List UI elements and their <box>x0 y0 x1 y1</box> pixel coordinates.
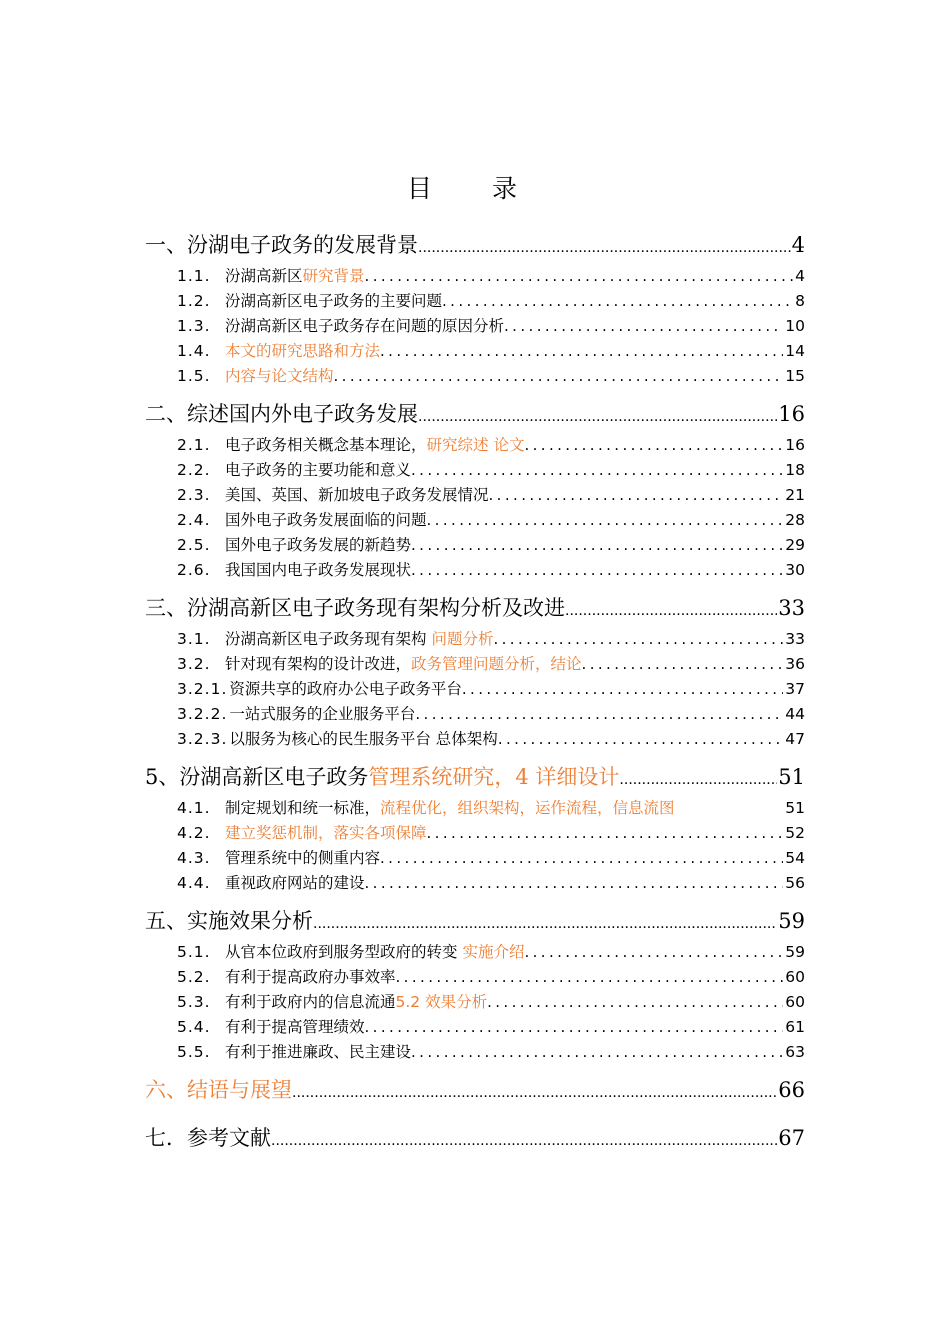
toc-chapter-entry[interactable] <box>145 1071 805 1109</box>
entry-text-part: 建立奖惩机制，落实各项保障 <box>225 824 427 842</box>
leader-dots <box>487 990 783 1015</box>
entry-text-part: 制定规划和统一标准， <box>225 799 381 817</box>
leader-dots <box>411 458 783 483</box>
leader-dots <box>415 702 783 727</box>
toc-subsection-entry[interactable] <box>145 364 805 389</box>
subsection-title <box>177 965 396 990</box>
subsection-title <box>177 508 427 533</box>
subsection-number: 1.5. <box>177 367 211 385</box>
toc-subsection-entry[interactable] <box>145 821 805 846</box>
leader-dots <box>565 592 777 627</box>
leader-dots <box>292 1074 777 1109</box>
entry-text-part: 六、结语与展望 <box>145 1078 292 1102</box>
toc-section <box>145 902 805 1065</box>
subsection-title <box>177 558 411 583</box>
subsection-title <box>177 433 524 458</box>
chapter-title <box>145 758 619 796</box>
toc-subsection-entry[interactable] <box>145 652 805 677</box>
subsection-title <box>177 727 498 752</box>
leader-dots <box>365 264 794 289</box>
chapter-title <box>145 395 418 433</box>
entry-text-part: 有利于提高管理绩效 <box>225 1018 365 1036</box>
entry-text-part: 汾湖高新区电子政务现有架构 <box>225 630 432 648</box>
leader-dots <box>334 364 784 389</box>
chapter-page-number: 16 <box>778 402 805 426</box>
toc-subsection-entry[interactable] <box>145 965 805 990</box>
subsection-page-number: 51 <box>785 799 805 817</box>
subsection-number: 3.2.2. <box>177 705 228 723</box>
subsection-title <box>177 364 334 389</box>
subsection-number: 2.6. <box>177 561 211 579</box>
subsection-page-number: 21 <box>785 486 805 504</box>
subsection-number: 4.1. <box>177 799 211 817</box>
toc-section <box>145 589 805 752</box>
entry-text-part: 国外电子政务发展的新趋势 <box>225 536 412 554</box>
entry-text-part: 五、实施效果分析 <box>145 909 313 933</box>
toc-subsection-entry[interactable] <box>145 264 805 289</box>
toc-chapter-entry[interactable] <box>145 758 805 796</box>
chapter-title <box>145 226 418 264</box>
leader-dots <box>365 871 784 896</box>
leader-dots <box>427 821 784 846</box>
subsection-number: 5.2. <box>177 968 211 986</box>
entry-text-part: 内容与论文结构 <box>225 367 334 385</box>
leader-dots <box>411 533 783 558</box>
leader-dots <box>427 508 784 533</box>
subsection-page-number: 61 <box>785 1018 805 1036</box>
entry-text-part: 研究综述 论文 <box>426 436 525 454</box>
toc-subsection-entry[interactable] <box>145 483 805 508</box>
subsection-number: 3.2.1. <box>177 680 228 698</box>
subsection-number: 1.4. <box>177 342 211 360</box>
table-of-contents <box>145 224 805 1163</box>
toc-subsection-entry[interactable] <box>145 627 805 652</box>
chapter-page-number: 66 <box>778 1078 805 1102</box>
entry-text-part: 一、汾湖电子政务的发展背景 <box>145 233 418 257</box>
subsection-number: 3.1. <box>177 630 211 648</box>
chapter-page-number: 51 <box>778 765 805 789</box>
subsection-number: 1.1. <box>177 267 211 285</box>
subsection-title <box>177 1040 411 1065</box>
subsection-number: 2.1. <box>177 436 211 454</box>
toc-subsection-entry[interactable] <box>145 339 805 364</box>
entry-text-part: 美国、英国、新加坡电子政务发展情况 <box>225 486 489 504</box>
subsection-title <box>177 458 411 483</box>
chapter-title <box>145 1071 292 1109</box>
toc-chapter-entry[interactable] <box>145 395 805 433</box>
subsection-page-number: 36 <box>785 655 805 673</box>
subsection-title <box>177 796 675 821</box>
leader-dots <box>380 846 783 871</box>
toc-chapter-entry[interactable] <box>145 902 805 940</box>
subsection-title <box>177 483 489 508</box>
subsection-title <box>177 339 380 364</box>
leader-dots <box>411 558 783 583</box>
entry-text-part: 汾湖高新区电子政务存在问题的原因分析 <box>225 317 505 335</box>
subsection-page-number: 15 <box>785 367 805 385</box>
subsection-page-number: 47 <box>785 730 805 748</box>
entry-text-part: 本文的研究思路和方法 <box>225 342 381 360</box>
subsection-page-number: 60 <box>785 993 805 1011</box>
toc-subsection-entry[interactable] <box>145 558 805 583</box>
subsection-title <box>177 821 427 846</box>
entry-text-part: 以服务为核心的民生服务平台 总体架构 <box>229 730 498 748</box>
subsection-page-number: 4 <box>795 267 805 285</box>
entry-text-part: 实施介绍 <box>462 943 525 961</box>
subsection-page-number: 14 <box>785 342 805 360</box>
entry-text-part: 5、汾湖高新区电子政务 <box>145 765 369 789</box>
entry-text-part: 流程优化，组织架构，运作流程，信息流图 <box>380 799 675 817</box>
entry-text-part: 重视政府网站的建设 <box>225 874 365 892</box>
subsection-page-number: 8 <box>795 292 805 310</box>
subsection-number: 2.2. <box>177 461 211 479</box>
entry-text-part: 有利于提高政府办事效率 <box>225 968 396 986</box>
subsection-title <box>177 264 365 289</box>
subsection-number: 2.4. <box>177 511 211 529</box>
leader-dots <box>498 727 783 752</box>
toc-subsection-entry[interactable] <box>145 846 805 871</box>
toc-chapter-entry[interactable] <box>145 226 805 264</box>
toc-subsection-entry[interactable] <box>145 677 805 702</box>
entry-text-part: 研究背景 <box>302 267 365 285</box>
subsection-page-number: 56 <box>785 874 805 892</box>
toc-section <box>145 1071 805 1109</box>
leader-dots <box>396 965 784 990</box>
subsection-page-number: 10 <box>785 317 805 335</box>
chapter-page-number: 67 <box>778 1126 805 1150</box>
subsection-page-number: 59 <box>785 943 805 961</box>
subsection-title <box>177 1015 365 1040</box>
subsection-title <box>177 846 380 871</box>
subsection-page-number: 28 <box>785 511 805 529</box>
subsection-page-number: 16 <box>785 436 805 454</box>
toc-section <box>145 1119 805 1157</box>
toc-subsection-entry[interactable] <box>145 314 805 339</box>
subsection-number: 2.5. <box>177 536 211 554</box>
toc-subsection-entry[interactable] <box>145 289 805 314</box>
entry-text-part: 资源共享的政府办公电子政务平台 <box>229 680 462 698</box>
subsection-number: 3.2. <box>177 655 211 673</box>
chapter-title <box>145 589 565 627</box>
toc-subsection-entry[interactable] <box>145 508 805 533</box>
toc-section <box>145 758 805 896</box>
subsection-number: 5.3. <box>177 993 211 1011</box>
subsection-title <box>177 627 493 652</box>
subsection-number: 4.3. <box>177 849 211 867</box>
toc-subsection-entry[interactable] <box>145 871 805 896</box>
subsection-title <box>177 940 524 965</box>
leader-dots <box>619 761 777 796</box>
subsection-number: 4.2. <box>177 824 211 842</box>
leader-dots <box>271 1122 777 1157</box>
entry-text-part: 我国国内电子政务发展现状 <box>225 561 412 579</box>
leader-dots <box>582 652 784 677</box>
entry-text-part: 5.2 效果分析 <box>395 993 488 1011</box>
subsection-title <box>177 314 504 339</box>
entry-text-part: 二、综述国内外电子政务发展 <box>145 402 418 426</box>
toc-subsection-entry[interactable] <box>145 533 805 558</box>
subsection-number: 1.2. <box>177 292 211 310</box>
subsection-page-number: 60 <box>785 968 805 986</box>
entry-text-part: 有利于政府内的信息流通 <box>225 993 396 1011</box>
subsection-title <box>177 533 411 558</box>
subsection-title <box>177 652 582 677</box>
leader-dots <box>380 339 783 364</box>
leader-dots <box>524 433 783 458</box>
toc-subsection-entry[interactable] <box>145 1040 805 1065</box>
entry-text-part: 从官本位政府到服务型政府的转变 <box>225 943 463 961</box>
toc-subsection-entry[interactable] <box>145 990 805 1015</box>
subsection-title <box>177 871 365 896</box>
toc-chapter-entry[interactable] <box>145 1119 805 1157</box>
subsection-page-number: 30 <box>785 561 805 579</box>
subsection-page-number: 44 <box>785 705 805 723</box>
subsection-title <box>177 990 487 1015</box>
toc-subsection-entry[interactable] <box>145 796 805 821</box>
entry-text-part: 有利于推进廉政、民主建设 <box>225 1043 412 1061</box>
entry-text-part: 汾湖高新区电子政务的主要问题 <box>225 292 443 310</box>
leader-dots <box>418 229 791 264</box>
leader-dots <box>411 1040 783 1065</box>
subsection-number: 3.2.3. <box>177 730 228 748</box>
entry-text-part: 管理系统中的侧重内容 <box>225 849 381 867</box>
leader-dots <box>313 905 777 940</box>
subsection-page-number: 37 <box>785 680 805 698</box>
subsection-page-number: 52 <box>785 824 805 842</box>
subsection-number: 1.3. <box>177 317 211 335</box>
subsection-number: 5.4. <box>177 1018 211 1036</box>
subsection-page-number: 29 <box>785 536 805 554</box>
subsection-title <box>177 702 415 727</box>
subsection-page-number: 33 <box>785 630 805 648</box>
leader-dots <box>462 677 783 702</box>
toc-subsection-entry[interactable] <box>145 727 805 752</box>
leader-dots <box>442 289 793 314</box>
entry-text-part: 国外电子政务发展面临的问题 <box>225 511 427 529</box>
entry-text-part: 电子政务的主要功能和意义 <box>225 461 412 479</box>
subsection-page-number: 63 <box>785 1043 805 1061</box>
entry-text-part: 政务管理问题分析，结论 <box>411 655 582 673</box>
subsection-number: 5.5. <box>177 1043 211 1061</box>
toc-subsection-entry[interactable] <box>145 702 805 727</box>
subsection-title <box>177 677 462 702</box>
leader-dots <box>489 483 784 508</box>
entry-text-part: 三、汾湖高新区电子政务现有架构分析及改进 <box>145 596 565 620</box>
toc-subsection-entry[interactable] <box>145 458 805 483</box>
chapter-page-number: 4 <box>791 233 805 257</box>
chapter-title <box>145 1119 271 1157</box>
chapter-page-number: 33 <box>778 596 805 620</box>
subsection-number: 2.3. <box>177 486 211 504</box>
entry-text-part: 针对现有架构的设计改进， <box>225 655 412 673</box>
subsection-number: 5.1. <box>177 943 211 961</box>
subsection-page-number: 54 <box>785 849 805 867</box>
entry-text-part: 一站式服务的企业服务平台 <box>229 705 416 723</box>
toc-section <box>145 226 805 389</box>
toc-subsection-entry[interactable] <box>145 940 805 965</box>
subsection-page-number: 18 <box>785 461 805 479</box>
entry-text-part: 汾湖高新区 <box>225 267 303 285</box>
entry-text-part: 七．参考文献 <box>145 1126 271 1150</box>
subsection-title <box>177 289 442 314</box>
subsection-number: 4.4. <box>177 874 211 892</box>
chapter-title <box>145 902 313 940</box>
leader-dots <box>504 314 783 339</box>
toc-title: 目 录 <box>407 174 543 203</box>
leader-dots <box>365 1015 784 1040</box>
leader-dots <box>418 398 777 433</box>
entry-text-part: 管理系统研究，4 详细设计 <box>368 765 620 789</box>
toc-section <box>145 395 805 583</box>
toc-subsection-entry[interactable] <box>145 1015 805 1040</box>
toc-chapter-entry[interactable] <box>145 589 805 627</box>
toc-subsection-entry[interactable] <box>145 433 805 458</box>
leader-dots <box>524 940 783 965</box>
leader-dots <box>493 627 783 652</box>
chapter-page-number: 59 <box>778 909 805 933</box>
entry-text-part: 问题分析 <box>431 630 494 648</box>
entry-text-part: 电子政务相关概念基本理论， <box>225 436 427 454</box>
